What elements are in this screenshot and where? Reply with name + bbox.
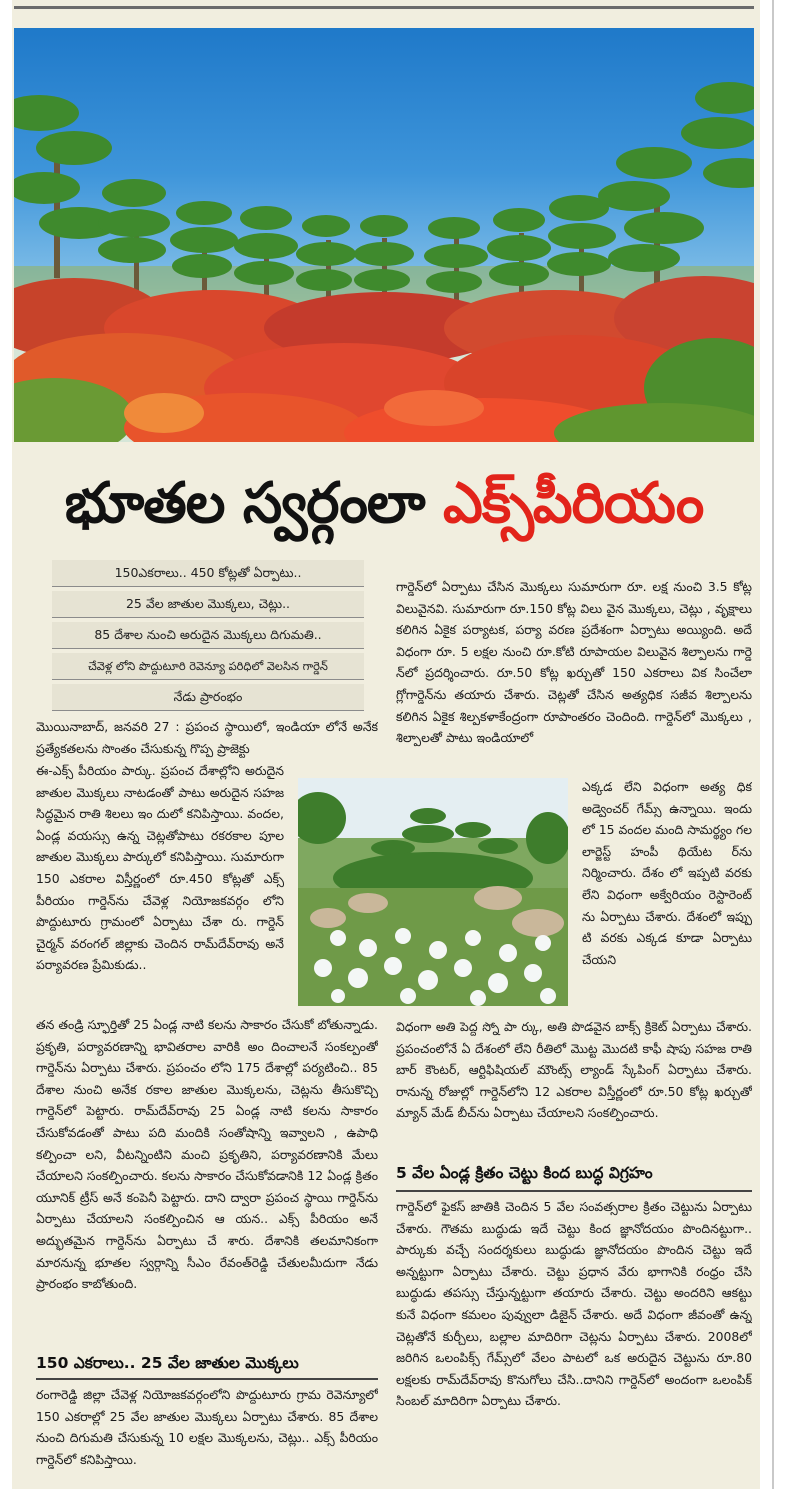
highlight-line: 25 వేల జాతుల మొక్కలు, చెట్లు.. [52,591,364,618]
headline-black-part: భూతల స్వర్గంలా [64,471,425,536]
headline-red-part: ఎక్స్‌పీరియం [443,471,704,536]
left-paragraph-4: రంగారెడ్డి జిల్లా చేవెళ్ల నియోజకవర్గంలోని పొద్దుటూరు గ్రామ రెవెన్యూలో 150 ఎకరాల్లో 25 వేల జాతుల మొక్కలు ఏర్పాటు చేశారు. 85 దేశాల నుంచి దిగుమతి చేసుకున్న 10 లక్షల మొక్కలను, చెట్లు.. ఎక్స్ పీరియం గార్డెన్‌లో కనిపిస్తాయి. [36,1387,378,1467]
right-paragraph-1: గార్డెన్‌లో ఏర్పాటు చేసిన మొక్కలు సుమారుగా రూ. లక్ష నుంచి 3.5 కోట్ల విలువైనవి. సుమారుగా రూ.150 కోట్ల విలు వైన మొక్కలు, చెట్లు , వృక్షాలు కలిగిన ఏకైక పర్యాటక, పర్యా వరణ ప్రదేశంగా ఏర్పాటు అయ్యింది. అదే విధంగా రూ. 5 లక్షల నుంచి రూ.కోటి రూపాయల విలువైన శిల్పాలను గార్డె న్‌లో ప్రదర్శించారు. రూ.50 కోట్ల ఖర్చుతో 150 ఎకరాలు విక సించేలా గ్లోగార్డెన్‌ను తయారు చేశారు. చెట్లతో చేసిన అత్యధిక సజీవ శిల్పాలను కలిగిన ఏకైక శిల్పకళాకేంద్రంగా రూపాంతరం చెందింది. గార్డెన్‌లో మొక్కలు , శిల్పాలతో పాటు ఇండియాలో [396,579,752,746]
left-paragraph-2: ఈ-ఎక్స్ పీరియం పార్కు. ప్రపంచ దేశాల్లోని అరుదైన జాతుల మొక్కలు నాటడంతో పాటు అరుదైన సహజ సిద్ధమైన రాతి శిలలు ఇం దులో కనిపిస్తాయి. వందల, ఏండ్ల వయస్సు ఉన్న చెట్లతోపాటు రకరకాల పూల జాతుల మొక్కలు పార్కులో కనిపిస్తాయి. సుమారుగా 150 ఎకరాల విస్తీర్ణంలో రూ.450 కోట్లతో ఎక్స్ పీరియం గార్డెన్‌ను చేవెళ్ల నియోజకవర్గం లోని పొద్దుటూరు గ్రామంలో ఏర్పాటు చేశా రు. గార్డెన్ చైర్మన్ వరంగల్ జిల్లాకు చెందిన రామ్‌దేవ్‌రావు అనే పర్యావరణ ప్రేమికుడు.. [36,763,284,973]
right-paragraph-4: గార్డెన్‌లో ఫైకస్ జాతికి చెందిన 5 వేల సంవత్సరాల క్రితం చెట్టును ఏర్పాటు చేశారు. గౌతమ బుద్ధుడు ఇదే చెట్టు కింద జ్ఞానోదయం పొందినట్టుగా.. పార్కుకు వచ్చే సందర్శకులు బుద్ధుడు జ్ఞానోదయం పొందిన చెట్టు ఇదే అన్నట్టుగా ఏర్పాటు చేశారు. చెట్టు ప్రధాన వేరు భాగానికి రంధ్రం చేసి బుద్ధుడు తపస్సు చేస్తున్నట్టుగా తయారు చేశారు. చెట్టు అందరిని ఆకట్టు కునే విధంగా కమలం పువ్వులా డిజైన్ చేశారు. అదే విధంగా జీవంతో ఉన్న చెట్లతోనే కుర్చీలు, బల్లాల మాదిరిగా చెట్లను ఏర్పాటు చేశారు. 2008లో జరిగిన ఒలంపిక్స్ గేమ్స్‌లో వేలం పాటలో ఒక అరుదైన చెట్టును రూ.80 లక్షలకు రామ్‌దేవ్‌రావు కొనుగోలు చేసి..దానిని గార్డెన్‌లో అందంగా ఒలంపిక్ సింబల్ మాదిరిగా ఏర్పాటు చేశారు. [396,1199,752,1409]
banner-photo [14,28,754,442]
left-subheading: 150 ఎకరాలు.. 25 వేల జాతుల మొక్కలు [36,1354,299,1372]
highlight-line: 85 దేశాల నుంచి అరుదైన మొక్కలు దిగుమతి.. [52,622,364,649]
right-subheading-rule [396,1190,752,1192]
headline [14,458,754,550]
right-paragraph-3: విధంగా అతి పెద్ద స్నో పా ర్కు, అతి పొడవైన బాక్స్ క్రికెట్ ఏర్పాటు చేశారు. ప్రపంచంలోనే ఏ దేశంలో లేని రీతిలో మొట్ట మొదటి కాఫీ షాపు సహజ రాతి బార్ కౌంటర్, ఆర్టిఫిషియల్ మౌంట్స్ ల్యాండ్ స్కేపింగ్ ఏర్పాటు చేశారు. రానున్న రోజుల్లో గార్డెన్‌లోని 12 ఎకరాల విస్తీర్ణంలో రూ.50 కోట్ల ఖర్చుతో మ్యాన్ మేడ్ బీచ్‌ను ఏర్పాటు చేయాలని సంకల్పించారు. [396,1019,752,1121]
highlights-box [52,560,364,715]
right-divider [772,0,774,1489]
top-divider [14,6,754,9]
right-paragraph-2: ఎక్కడ లేని విధంగా అత్య ధిక అడ్వెంచర్ గేమ్స్ ఉన్నాయి. ఇందు లో 15 వందల మంది సామర్థ్యం గల లార్జెస్ట్ హంపీ థియేట ర్‌ను నిర్మించారు. దేశం లో ఇప్పటి వరకు లేని విధంగా అక్వేరియం రెస్టారెంట్ ను ఏర్పాటు చేశారు. దేశంలో ఇప్పు టి వరకు ఎక్కడ కూడా ఏర్పాటు చేయని [582,779,752,967]
highlight-line: నేడు ప్రారంభం [52,684,364,711]
left-paragraph-1: మొయినాబాద్, జనవరి 27 : ప్రపంచ స్థాయిలో, ఇండియా లోనే అనేక ప్రత్యేకతలను సొంతం చేసుకున్న గొప్ప ప్రాజెక్టు [36,719,378,756]
left-subheading-rule [36,1378,378,1380]
right-subheading: 5 వేల ఏండ్ల క్రితం చెట్టు కింద బుద్ధ విగ్రహం [396,1164,653,1182]
highlight-line: 150ఎకరాలు.. 450 కోట్లతో ఏర్పాటు.. [52,560,364,587]
highlight-line: చేవెళ్ల లోని పొద్దుటూరి రెవెన్యూ పరిధిలో వెలసిన గార్డెన్ [52,653,364,680]
inset-photo [298,778,568,1006]
left-paragraph-3: తన తండ్రి స్ఫూర్తితో 25 ఏండ్ల నాటి కలను సాకారం చేసుకో బోతున్నాడు. ప్రకృతి, పర్యావరణాన్ని భావితరాల వారికి అం దించాలనే సంకల్పంతో గార్డెన్‌ను ఏర్పాటు చేశారు. ప్రపంచం లోని 175 దేశాల్లో పర్యటించి.. 85 దేశాల నుంచి అనేక రకాల జాతుల మొక్కలను, చెట్లను తీసుకొచ్చి గార్డెన్‌లో పెట్టారు. రామ్‌దేవ్‌రావు 25 ఏండ్ల నాటి కలను సాకారం చేసుకోవడంతో పాటు పది మందికి సంతోషాన్ని ఇవ్వాలని , ఉపాధి కల్పించా లని, వీటన్నింటిని మంచి ప్రకృతిని, పర్యావరణానికి మేలు చేయాలని సంకల్పించారు. కలను సాకారం చేసుకోవడానికి 12 ఏండ్ల క్రితం యూనిక్ ట్రీస్ అనే కంపెనీ పెట్టారు. దాని ద్వారా ప్రపంచ స్థాయి గార్డెన్‌ను ఏర్పాటు చేయాలని సంకల్పించిన ఆ యన.. ఎక్స్ పీరియం అనే అద్భుతమైన గార్డెన్‌ను ఏర్పాటు చే శారు. దేశానికి తలమానికంగా మారనున్న భూతల స్వర్గాన్ని సీఎం రేవంత్‌రెడ్డి చేతులమీదుగా నేడు ప్రారంభం కాబోతుంది. [36,1017,378,1292]
